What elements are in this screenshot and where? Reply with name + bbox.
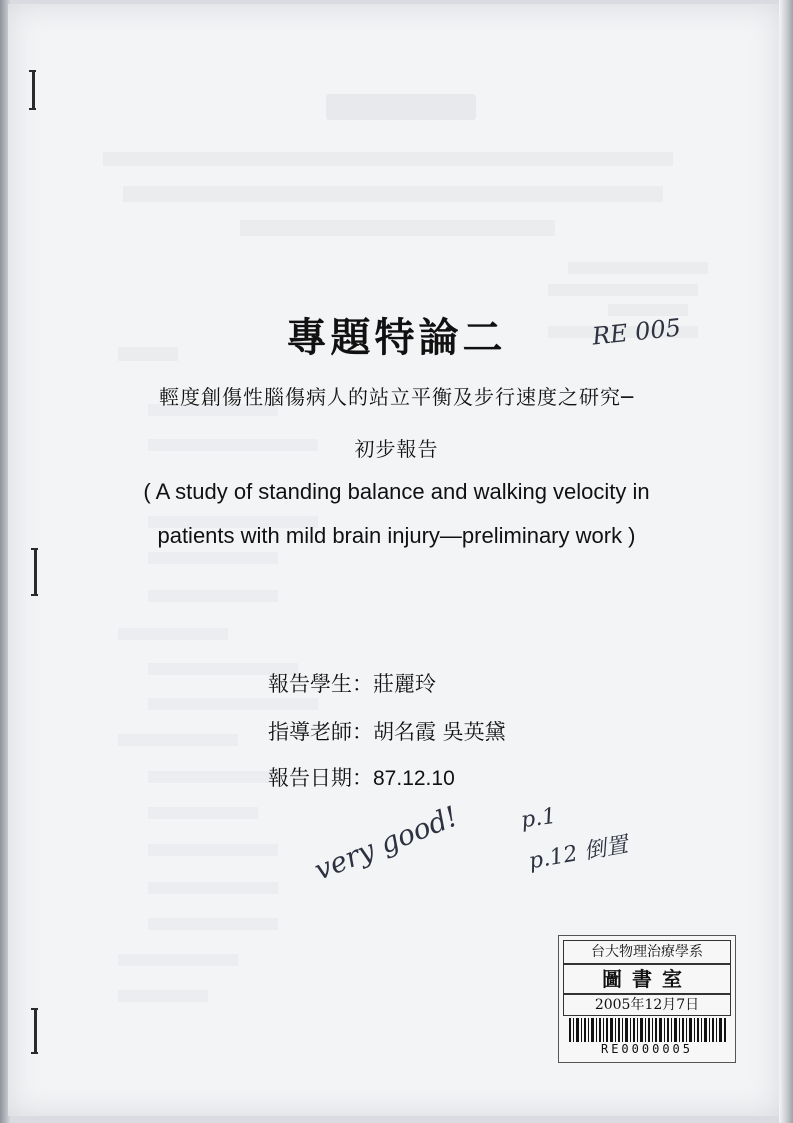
barcode-icon <box>569 1018 727 1042</box>
title-en-line1: ( A study of standing balance and walking velocity in <box>143 479 650 504</box>
staple-bottom <box>34 1008 37 1054</box>
handwritten-comment: very good! <box>309 799 463 887</box>
date-value: 87.12.10 <box>373 767 455 790</box>
advisor-row <box>268 716 506 746</box>
scan-edge-right <box>779 0 793 1123</box>
handwritten-page-note-2: p.12 倒置 <box>526 832 630 875</box>
date-row <box>268 762 455 792</box>
student-row <box>268 668 436 698</box>
student-name: 莊麗玲 <box>373 672 436 696</box>
title-zh-line1: 輕度創傷性腦傷病人的站立平衡及步行速度之研究─ <box>158 385 635 409</box>
advisor-label: 指導老師： <box>268 720 373 744</box>
date-label: 報告日期： <box>268 766 373 790</box>
student-label: 報告學生： <box>268 672 373 696</box>
advisor-names: 胡名霞 吳英黛 <box>373 720 506 744</box>
barcode-number: RE0000005 <box>600 1042 694 1056</box>
handwritten-catalog-code: RE 005 <box>590 313 683 351</box>
library-stamp <box>558 935 736 1063</box>
handwritten-page-note-1: p.1 <box>519 803 558 834</box>
title-en-line2: patients with mild brain injury—preliminary work ) <box>157 523 636 548</box>
staple-middle <box>34 548 37 596</box>
stamp-date: 2005年12月7日 <box>563 994 731 1016</box>
stamp-library: 圖書室 <box>563 964 731 994</box>
stamp-department: 台大物理治療學系 <box>563 940 731 964</box>
course-title: 專題特論二 <box>286 314 507 361</box>
title-zh-line2: 初步報告 <box>354 437 439 461</box>
staple-top <box>32 70 35 110</box>
